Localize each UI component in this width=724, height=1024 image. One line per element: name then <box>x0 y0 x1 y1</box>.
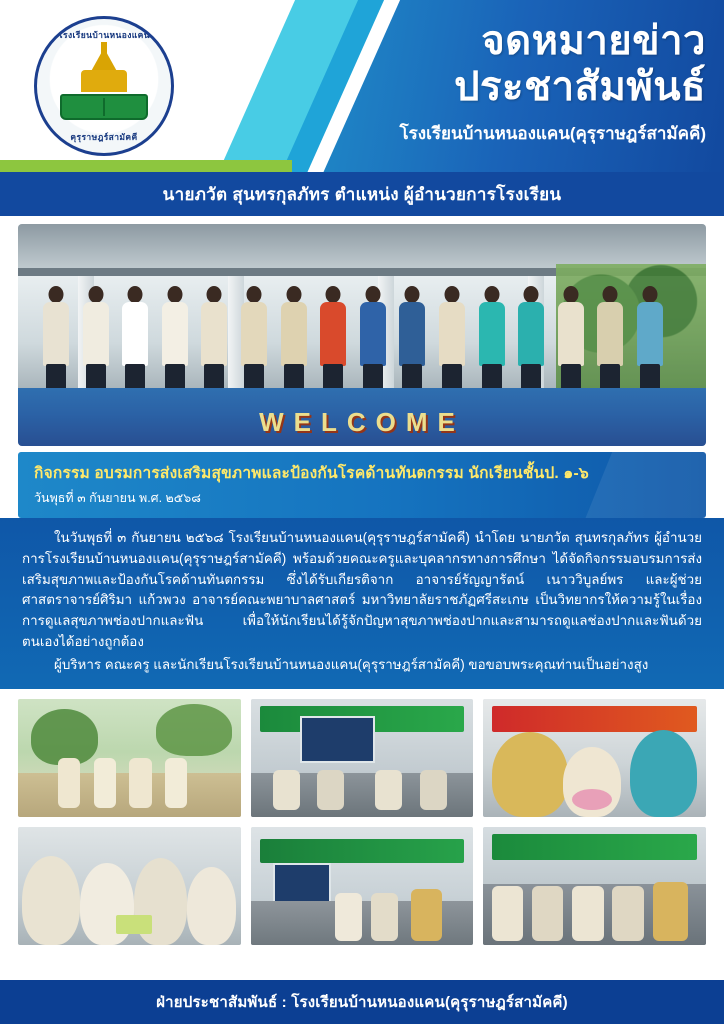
photo-gallery <box>0 689 724 953</box>
page-title-line1: จดหมายข่าว <box>481 19 706 63</box>
page-footer <box>0 980 724 1024</box>
photo-toothbrush-demo <box>483 699 706 817</box>
emblem-pagoda-base <box>81 70 127 92</box>
photo-indoor-activity-1 <box>251 699 474 817</box>
person <box>159 286 191 396</box>
logo-ring-text-bottom: คุรุราษฎร์สามัคคี <box>70 132 138 142</box>
activity-banner <box>18 452 706 518</box>
person <box>357 286 389 396</box>
hero-photo <box>18 224 706 446</box>
school-name-label: โรงเรียนบ้านหนองแคน(คุรุราษฎร์สามัคคี) <box>399 124 706 143</box>
article-body <box>0 518 724 689</box>
school-logo <box>34 16 174 156</box>
person <box>119 286 151 396</box>
person <box>515 286 547 396</box>
header-titles <box>400 18 706 147</box>
hero-welcome-text: WELCOME <box>259 407 465 437</box>
stage-banner <box>492 834 697 860</box>
person <box>40 286 72 396</box>
person <box>436 286 468 396</box>
person <box>80 286 112 396</box>
hero-people-group <box>40 286 666 396</box>
footer-label: ฝ่ายประชาสัมพันธ์ : โรงเรียนบ้านหนองแคน(คุรุราษฎร์สามัคคี) <box>156 994 568 1011</box>
director-bar <box>0 172 724 216</box>
person <box>198 286 230 396</box>
person <box>396 286 428 396</box>
projector-screen <box>300 716 376 763</box>
photo-students-reading <box>18 827 241 945</box>
director-name-label: นายภวัต สุนทรกุลภัทร ตำแหน่ง ผู้อำนวยการโรงเรียน <box>162 184 562 204</box>
person <box>278 286 310 396</box>
stage-banner <box>260 839 465 863</box>
stage-banner <box>492 706 697 732</box>
photo-outdoor-assembly <box>18 699 241 817</box>
page-header <box>0 0 724 172</box>
article-paragraph: ในวันพุธที่ ๓ กันยายน ๒๕๖๘ โรงเรียนบ้านหนองแคน(คุรุราษฎร์สามัคคี) นำโดย นายภวัต สุนทรกุลภัทร ผู้อำนวยการโรงเรียนบ้านหนองแคน(คุรุราษฎร์สามัคคี) พร้อมด้วยคณะครูและบุคลากรทางการศึกษา ได้จัดกิจกรรมอบรมการส่งเสริมสุขภาพและป้องกันโรคด้านทันตกรรม ซึ่งได้รับเกียรติจาก อาจารย์รัญญารัตน์ เนาววิบูลย์พร และผู้ช่วยศาสตราจารย์ศิริมา แก้วพวง อาจารย์คณะพยาบาลศาสตร์ มหาวิทยาลัยราชภัฏศรีสะเกษ เป็นวิทยากรให้ความรู้ในเรื่องการดูแลสุขภาพช่องปากและฟัน เพื่อให้นักเรียนได้รู้จักปัญหาสุขภาพช่องปากและสามารถดูแลช่องปากและฟันด้วยตนเองได้อย่างถูกต้อง <box>22 530 702 649</box>
article-paragraph: ผู้บริหาร คณะครู และนักเรียนโรงเรียนบ้านหนองแคน(คุรุราษฎร์สามัคคี) ขอขอบพระคุณท่านเป็นอย่างสูง <box>54 656 649 672</box>
person <box>594 286 626 396</box>
header-green-bar <box>0 160 292 172</box>
person <box>555 286 587 396</box>
activity-date: วันพุธที่ ๓ กันยายน พ.ศ. ๒๕๖๘ <box>34 491 201 505</box>
person <box>238 286 270 396</box>
school-emblem-icon <box>56 48 152 124</box>
projector-screen <box>273 863 331 903</box>
hero-photo-wrapper <box>0 216 724 446</box>
person <box>476 286 508 396</box>
activity-title: กิจกรรม อบรมการส่งเสริมสุขภาพและป้องกันโรคด้านทันตกรรม นักเรียนชั้นป. ๑-๖ <box>34 465 589 482</box>
emblem-book-icon <box>60 94 148 120</box>
page-title-line2: ประชาสัมพันธ์ <box>454 65 706 109</box>
person <box>634 286 666 396</box>
photo-group-photo <box>483 827 706 945</box>
photo-stage-activity <box>251 827 474 945</box>
person <box>317 286 349 396</box>
logo-ring-text-top: โรงเรียนบ้านหนองแคน <box>58 30 150 40</box>
